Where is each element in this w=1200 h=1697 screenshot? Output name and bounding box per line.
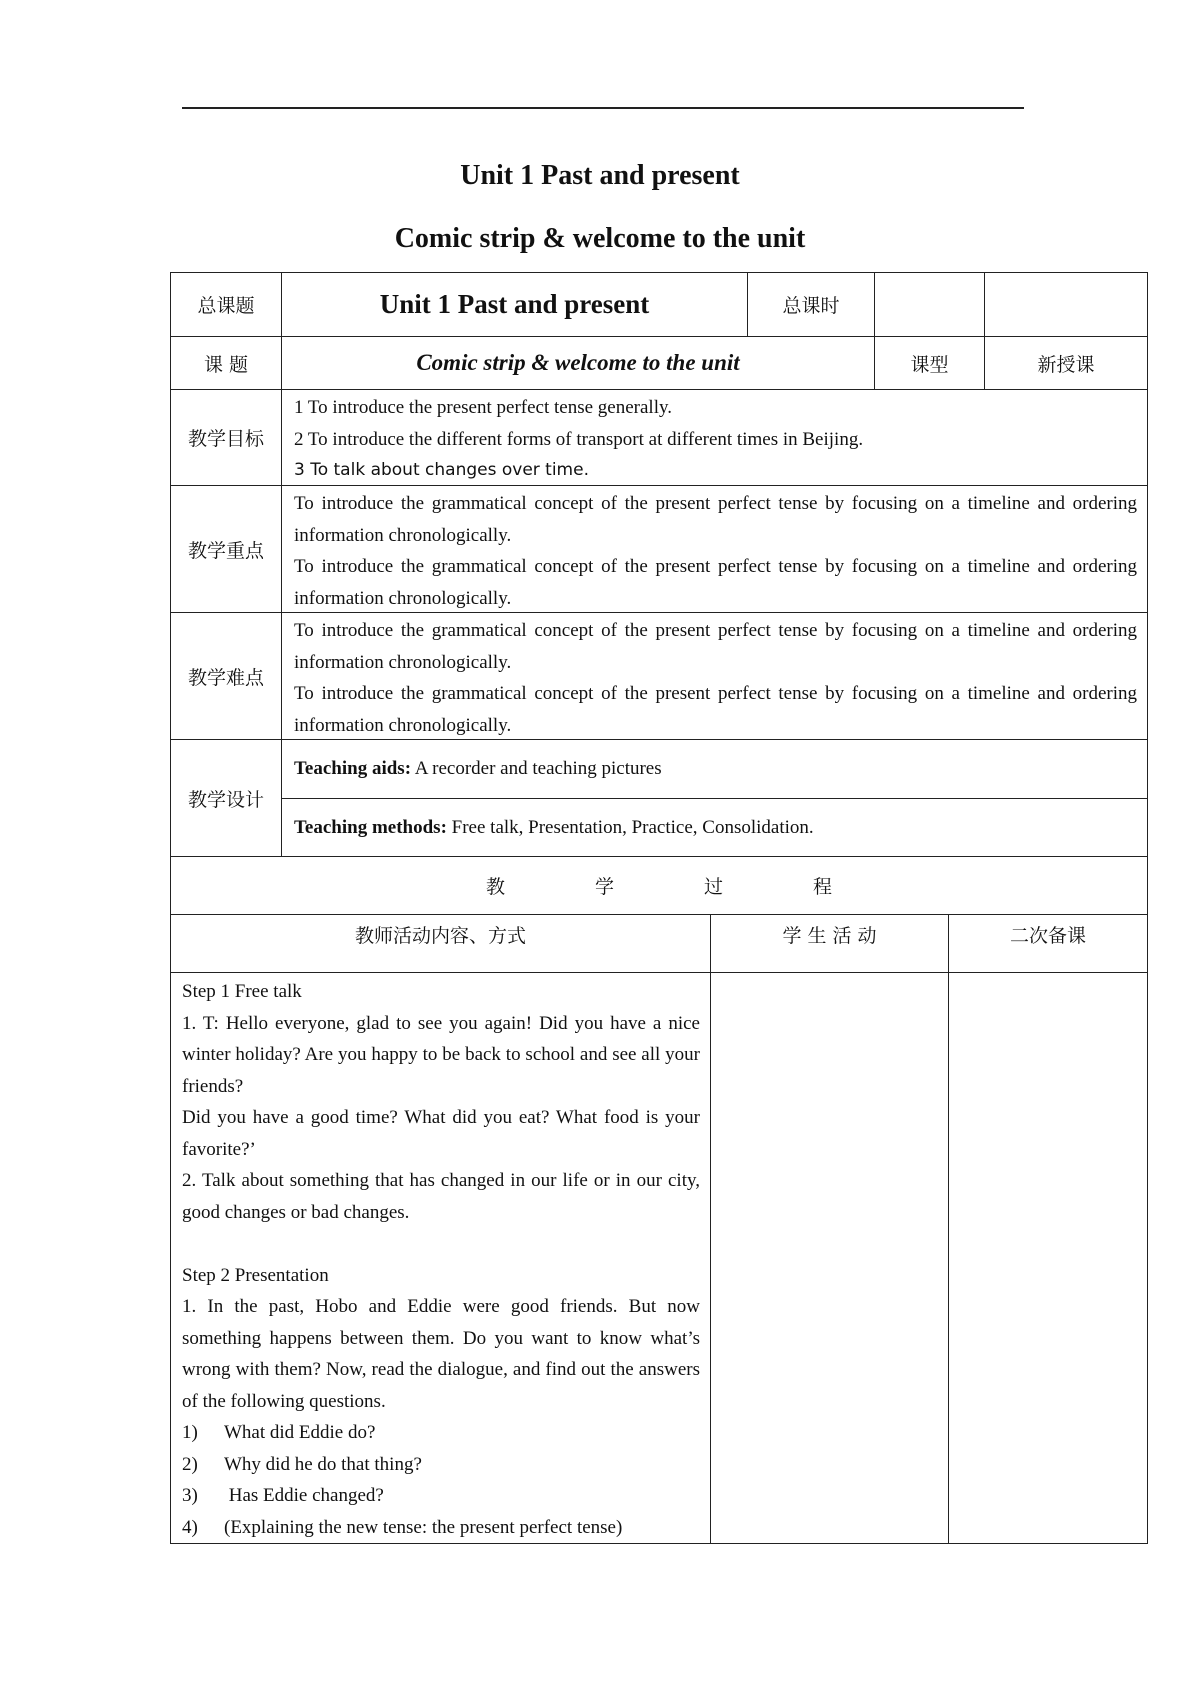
- objective-3: 3 To talk about changes over time.: [294, 460, 589, 480]
- page-subtitle: Comic strip & welcome to the unit: [394, 223, 806, 254]
- general-topic-label: 总课题: [170, 272, 282, 337]
- process-heading: [170, 856, 1148, 915]
- student-activities-cell: [710, 972, 949, 1544]
- lesson-label: 课 题: [170, 336, 282, 390]
- key-point-1: To introduce the grammatical concept of the present perfect tense by focusing on a timeline and ordering information chronologically.: [294, 493, 1137, 546]
- process-char-1: 教: [485, 876, 505, 898]
- type-label: 课型: [874, 336, 985, 390]
- blank-cell: [984, 272, 1148, 337]
- teaching-methods-row: [281, 798, 1148, 857]
- aids-value: A recorder and teaching pictures: [411, 758, 662, 779]
- objectives-label: 教学目标: [170, 389, 282, 486]
- step-line-5: [182, 1228, 700, 1260]
- aids-label: Teaching aids:: [294, 758, 412, 779]
- process-char-2: 学: [594, 876, 614, 898]
- difficulty-1: To introduce the grammatical concept of the present perfect tense by focusing on a timeline and ordering information chronologically.: [294, 620, 1137, 673]
- question-3: 3) Has Eddie changed?: [182, 1485, 384, 1506]
- design-label: 教学设计: [170, 739, 282, 857]
- key-point-2: To introduce the grammatical concept of the present perfect tense by focusing on a timeline and ordering information chronologically.: [294, 556, 1137, 609]
- objectives-cell: [281, 389, 1148, 486]
- teaching-aids-row: [281, 739, 1148, 799]
- objective-2: 2 To introduce the different forms of transport at different times in Beijing.: [294, 428, 864, 450]
- objective-1: 1 To introduce the present perfect tense generally.: [294, 397, 672, 418]
- key-points-cell: [281, 485, 1148, 613]
- teacher-activities-cell: [170, 972, 711, 1544]
- col-notes-header: 二次备课: [948, 914, 1148, 973]
- lesson-value: Comic strip & welcome to the unit: [281, 336, 875, 390]
- difficulty-2: To introduce the grammatical concept of the present perfect tense by focusing on a timeline and ordering information chronologically.: [294, 683, 1137, 736]
- methods-label: Teaching methods:: [294, 816, 447, 838]
- methods-value: Free talk, Presentation, Practice, Consolidation.: [446, 816, 814, 838]
- process-char-3: 过: [704, 876, 724, 898]
- step-line-6: Step 2 Presentation: [182, 1264, 329, 1286]
- step-line-1: Step 1 Free talk: [182, 981, 302, 1002]
- difficulties-label: 教学难点: [170, 612, 282, 740]
- total-hours-label: 总课时: [747, 272, 875, 337]
- question-1: 1) What did Eddie do?: [182, 1422, 376, 1443]
- col-student-header: 学 生 活 动: [710, 914, 949, 973]
- page-title: Unit 1 Past and present: [460, 160, 740, 191]
- type-value: 新授课: [984, 336, 1148, 390]
- notes-cell: [948, 972, 1148, 1544]
- step-line-7: 1. In the past, Hobo and Eddie were good friends. But now something happens between them. Do you want to know what’s wrong with them? Now, read the dialogue, and find out the answers of the following questions.: [182, 1296, 700, 1412]
- question-2: 2) Why did he do that thing?: [182, 1453, 422, 1475]
- question-4: 4) (Explaining the new tense: the present perfect tense): [182, 1516, 623, 1538]
- step-line-4: 2. Talk about something that has changed in our life or in our city, good changes or bad changes.: [182, 1170, 700, 1223]
- col-teacher-header: 教师活动内容、方式: [170, 914, 711, 973]
- step-line-3: Did you have a good time? What did you eat? What food is your favorite?’: [182, 1107, 700, 1160]
- step-line-2: 1. T: Hello everyone, glad to see you again! Did you have a nice winter holiday? Are you happy to be back to school and see all your friends?: [182, 1012, 700, 1097]
- process-char-4: 程: [813, 876, 833, 898]
- key-points-label: 教学重点: [170, 485, 282, 613]
- general-topic-value: Unit 1 Past and present: [281, 272, 748, 337]
- total-hours-value: [874, 272, 985, 337]
- header-rule: [182, 107, 1024, 109]
- difficulties-cell: [281, 612, 1148, 740]
